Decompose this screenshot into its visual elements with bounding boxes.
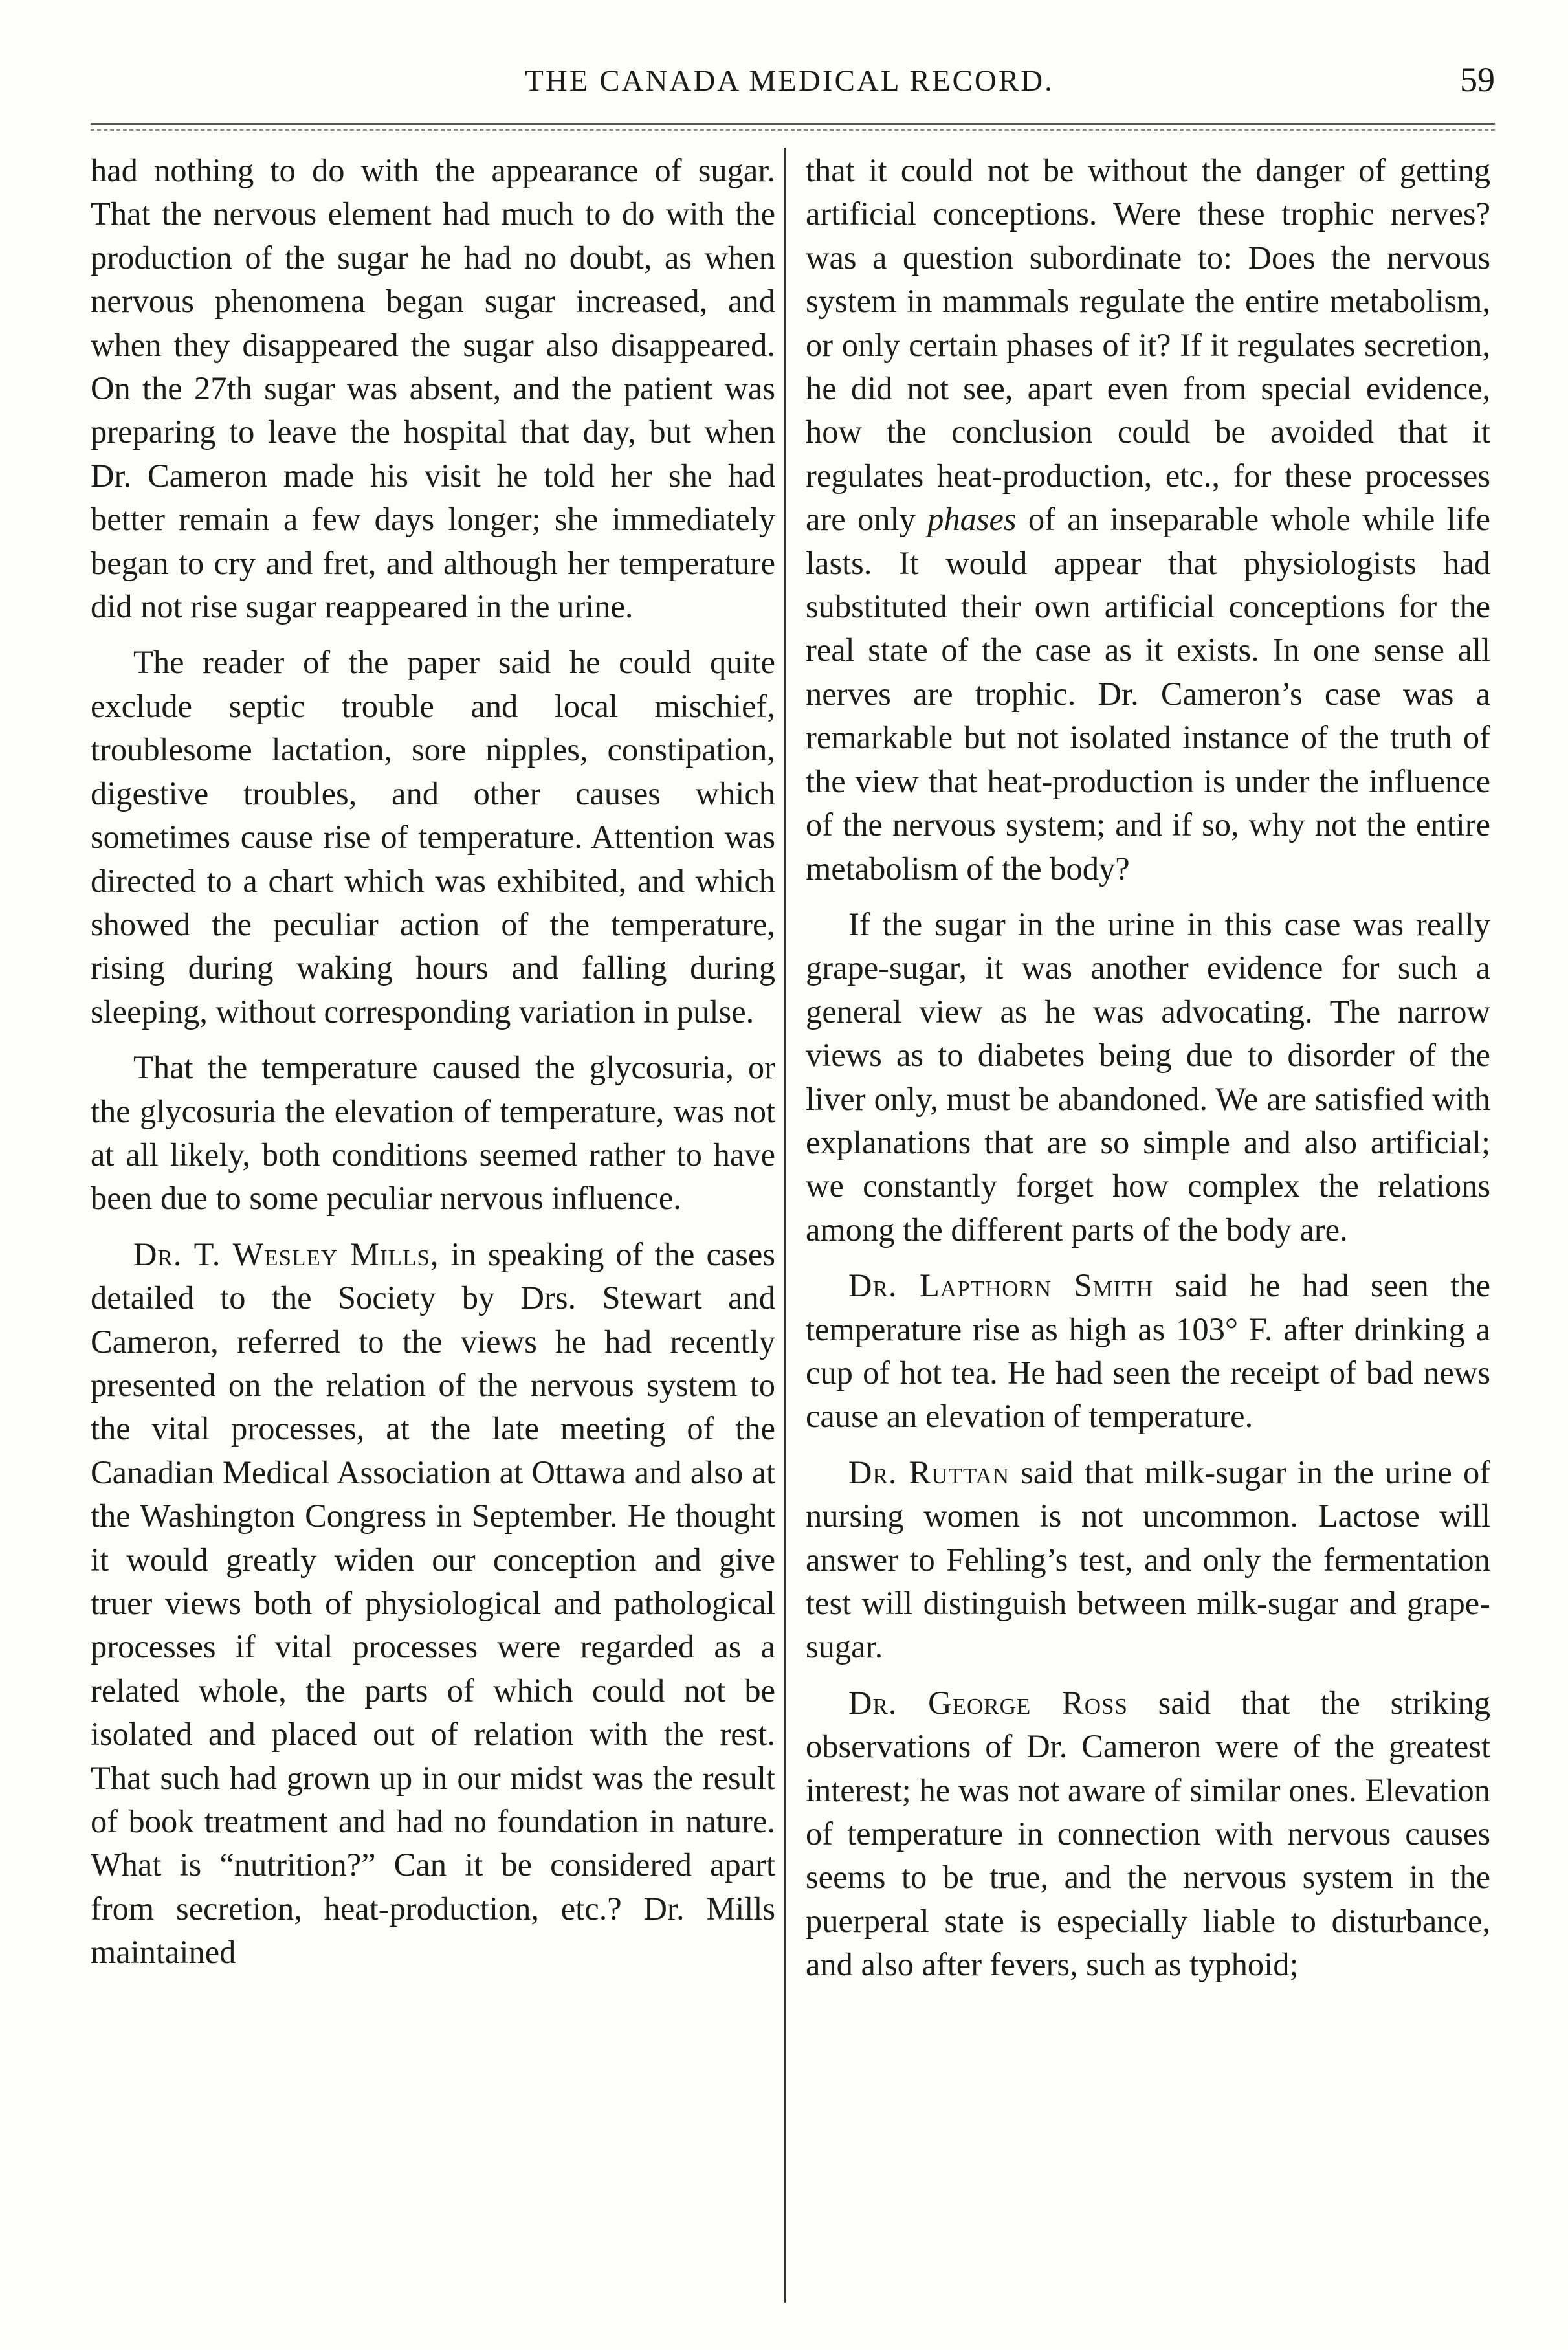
paragraph-text: said that the striking observations of Dr. Cameron were of the greatest interest; he was not aware of similar ones. Elevation of temperature in connection with nervous causes seems to be true, and the nervous system in the puerperal state is especially liable to disturbance, and also after fevers, such as typhoid;	[806, 1684, 1490, 1983]
paragraph-text: of an inseparable whole while life lasts. It would appear that physiologists had substituted their own artificial conceptions for the real state of the case as it exists. In one sense all nerves are trophic. Dr. Cameron’s case was a remarkable but not isolated instance of the truth of the view that heat-production is under the influence of the nervous system; and if so, why not the entire metabolism of the body?	[806, 501, 1490, 887]
paragraph: If the sugar in the urine in this case was really grape-sugar, it was another evidence for such a general view as he was advocating. The narrow views as to diabetes being due to disorder of the liver only, must be abandoned. We are satisfied with explanations that are so simple and also artificial; we constantly forget how complex the relations among the different parts of the body are.	[806, 905, 1490, 1248]
journal-title: THE CANADA MEDICAL RECORD.	[525, 64, 1054, 98]
right-column	[806, 149, 1490, 1999]
paragraph-continued: had nothing to do with the appearance of sugar. That the nervous element had much to do with the production of the sugar he had no doubt, as when nervous phenomena began sugar increased, and when they disappeared the sugar also disappeared. On the 27th sugar was absent, and the patient was preparing to leave the hospital that day, but when Dr. Cameron made his visit he told her she had better remain a few days longer; she immediately began to cry and fret, and although her temperature did not rise sugar reappeared in the urine.	[91, 152, 775, 625]
left-column	[91, 149, 775, 1987]
paragraph-text: in speaking of the cases detailed to the Society by Drs. Stewart and Cameron, referred to the views he had recently presented on the relation of the nervous system to the vital processes, at the late meeting of the Canadian Medical Association at Ottawa and also at the Washington Congress in September. He thought it would greatly widen our conception and give truer views both of physiological and pathological processes if vital processes were regarded as a related whole, the parts of which could not be isolated and placed out of relation with the rest. That such had grown up in our midst was the result of book treatment and had no foundation in nature. What is “nutrition?” Can it be considered apart from secretion, heat-production, etc.? Dr. Mills maintained	[91, 1236, 775, 1971]
page-number: 59	[1460, 60, 1495, 99]
paragraph-continued	[806, 149, 1490, 891]
speaker-name: Dr. George Ross	[848, 1684, 1128, 1721]
speaker-name: Dr. Ruttan	[848, 1454, 1010, 1491]
speaker-name: Dr. T. Wesley Mills,	[133, 1236, 439, 1272]
speaker-name: Dr. Lapthorn Smith	[848, 1267, 1154, 1304]
header-rule-dashed	[91, 129, 1495, 131]
paragraph-george-ross	[806, 1681, 1490, 1987]
paragraph-mills	[91, 1233, 775, 1975]
column-divider	[784, 148, 786, 2303]
paragraph-text: that it could not be without the danger of getting artificial conceptions. Were these trophic nerves? was a question subordinate to: Does the nervous system in mammals regulate the entire metabolism, or only certain phases of it? If it regulates secretion, he did not see, apart even from special evidence, how the conclusion could be avoided that it regulates heat-production, etc., for these processes are only	[806, 152, 1490, 538]
paragraph-text: said he had seen the temperature rise as high as 103° F. after drinking a cup of hot tea. He had seen the receipt of bad news cause an elevation of temperature.	[806, 1267, 1490, 1435]
paragraph-text: said that milk-sugar in the urine of nursing women is not uncommon. Lactose will answer to Fehling’s test, and only the fermentation test will distinguish between milk-sugar and grape-sugar.	[806, 1454, 1491, 1665]
header-rule	[91, 123, 1495, 125]
paragraph: That the temperature caused the glycosuria, or the glycosuria the elevation of temperature, was not at all likely, both conditions seemed rather to have been due to some peculiar nervous influence.	[91, 1049, 775, 1217]
running-head	[84, 60, 1495, 111]
paragraph: The reader of the paper said he could quite exclude septic trouble and local mischief, troublesome lactation, sore nipples, constipation, digestive troubles, and other causes which sometimes cause rise of temperature. Attention was directed to a chart which was exhibited, and which showed the peculiar action of the temperature, rising during waking hours and falling during sleeping, without corresponding variation in pulse.	[91, 644, 775, 1030]
paragraph-ruttan	[806, 1451, 1490, 1669]
emphasis-text: phases	[927, 501, 1017, 538]
paragraph-lapthorn-smith	[806, 1264, 1490, 1439]
